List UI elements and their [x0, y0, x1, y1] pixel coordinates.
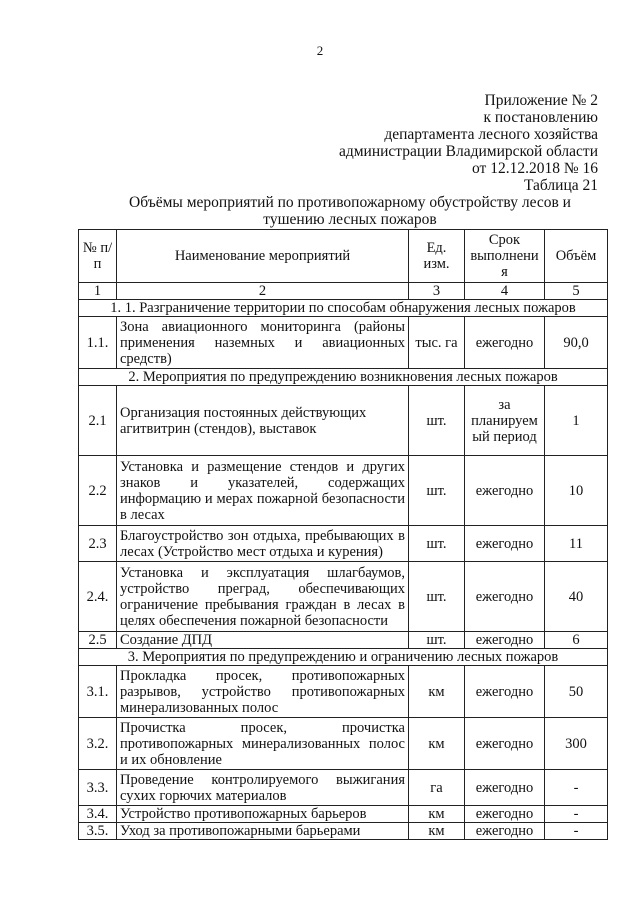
row-name: Прочистка просек, прочистка противопожарных минерализованных полос и их обновление	[117, 718, 409, 770]
header-term: Срок выполнени я	[465, 230, 545, 283]
table-row	[79, 317, 608, 369]
row-name: Проведение контролируемого выжигания сухих горючих материалов	[117, 770, 409, 806]
row-term: ежегодно	[465, 562, 545, 632]
row-num: 1.1.	[79, 317, 117, 369]
row-unit: тыс. га	[409, 317, 465, 369]
header-row	[79, 230, 608, 283]
row-num: 3.3.	[79, 770, 117, 806]
row-term: за планируем ый период	[465, 386, 545, 456]
row-num: 2.1	[79, 386, 117, 456]
index-cell: 1	[79, 283, 117, 300]
index-row	[79, 283, 608, 300]
row-unit: км	[409, 806, 465, 823]
row-volume: 10	[545, 456, 608, 526]
row-volume: 300	[545, 718, 608, 770]
row-name: Установка и размещение стендов и других знаков и указателей, содержащих информацию и мерах пожарной безопасности в лесах	[117, 456, 409, 526]
section-row	[79, 300, 608, 317]
table-row	[79, 386, 608, 456]
row-num: 2.3	[79, 526, 117, 562]
row-term: ежегодно	[465, 526, 545, 562]
header-num: № п/п	[79, 230, 117, 283]
row-term: ежегодно	[465, 456, 545, 526]
row-volume: -	[545, 823, 608, 840]
row-term: ежегодно	[465, 806, 545, 823]
table-number: Таблица 21	[523, 177, 598, 194]
row-volume: 90,0	[545, 317, 608, 369]
row-num: 2.2	[79, 456, 117, 526]
row-volume: 50	[545, 666, 608, 718]
index-cell: 2	[117, 283, 409, 300]
row-unit: га	[409, 770, 465, 806]
measures-table	[78, 229, 608, 840]
row-unit: км	[409, 718, 465, 770]
row-term: ежегодно	[465, 317, 545, 369]
index-cell: 3	[409, 283, 465, 300]
row-volume: 11	[545, 526, 608, 562]
row-num: 3.1.	[79, 666, 117, 718]
row-num: 3.4.	[79, 806, 117, 823]
section-row	[79, 649, 608, 666]
appendix-line: департамента лесного хозяйства	[384, 126, 598, 143]
appendix-line: Приложение № 2	[484, 92, 598, 109]
appendix-line: от 12.12.2018 № 16	[472, 160, 598, 177]
row-num: 2.5	[79, 632, 117, 649]
row-name: Создание ДПД	[117, 632, 409, 649]
table-row	[79, 562, 608, 632]
table-row	[79, 666, 608, 718]
row-unit: шт.	[409, 386, 465, 456]
appendix-header	[339, 92, 598, 194]
section-title: 3. Мероприятия по предупреждению и ограничению лесных пожаров	[79, 649, 608, 666]
row-unit: шт.	[409, 456, 465, 526]
row-unit: шт.	[409, 632, 465, 649]
table-row	[79, 456, 608, 526]
header-name: Наименование мероприятий	[117, 230, 409, 283]
header-volume: Объём	[545, 230, 608, 283]
row-volume: 1	[545, 386, 608, 456]
row-name: Благоустройство зон отдыха, пребывающих в лесах (Устройство мест отдыха и курения)	[117, 526, 409, 562]
row-volume: -	[545, 806, 608, 823]
page-number: 2	[316, 43, 324, 58]
row-term: ежегодно	[465, 823, 545, 840]
table-row	[79, 526, 608, 562]
row-volume: 40	[545, 562, 608, 632]
row-unit: шт.	[409, 562, 465, 632]
row-name: Устройство противопожарных барьеров	[117, 806, 409, 823]
row-num: 3.2.	[79, 718, 117, 770]
row-term: ежегодно	[465, 770, 545, 806]
row-unit: км	[409, 666, 465, 718]
table-row	[79, 718, 608, 770]
row-term: ежегодно	[465, 718, 545, 770]
row-num: 3.5.	[79, 823, 117, 840]
row-name: Организация постоянных действующих агитвитрин (стендов), выставок	[117, 386, 409, 456]
header-unit: Ед. изм.	[409, 230, 465, 283]
row-term: ежегодно	[465, 632, 545, 649]
table-row	[79, 632, 608, 649]
row-volume: -	[545, 770, 608, 806]
row-name: Уход за противопожарными барьерами	[117, 823, 409, 840]
row-volume: 6	[545, 632, 608, 649]
title-line: Объёмы мероприятий по противопожарному обустройству лесов и	[129, 194, 571, 211]
appendix-line: администрации Владимирской области	[338, 143, 598, 160]
index-cell: 5	[545, 283, 608, 300]
row-name: Зона авиационного мониторинга (районы применения наземных и авиационных средств)	[117, 317, 409, 369]
table-row	[79, 770, 608, 806]
appendix-line: к постановлению	[483, 109, 598, 126]
row-unit: км	[409, 823, 465, 840]
row-name: Установка и эксплуатация шлагбаумов, устройство преград, обеспечивающих ограничение пребывания граждан в лесах в целях обеспечения пожарной безопасности	[117, 562, 409, 632]
document-title	[70, 194, 630, 228]
table-row	[79, 806, 608, 823]
row-unit: шт.	[409, 526, 465, 562]
row-term: ежегодно	[465, 666, 545, 718]
section-title: 2. Мероприятия по предупреждению возникновения лесных пожаров	[79, 369, 608, 386]
section-title: 1. 1. Разграничение территории по способам обнаружения лесных пожаров	[79, 300, 608, 317]
section-row	[79, 369, 608, 386]
row-num: 2.4.	[79, 562, 117, 632]
row-name: Прокладка просек, противопожарных разрывов, устройство противопожарных минерализованных полос	[117, 666, 409, 718]
table-row	[79, 823, 608, 840]
title-line: тушению лесных пожаров	[263, 211, 437, 228]
index-cell: 4	[465, 283, 545, 300]
